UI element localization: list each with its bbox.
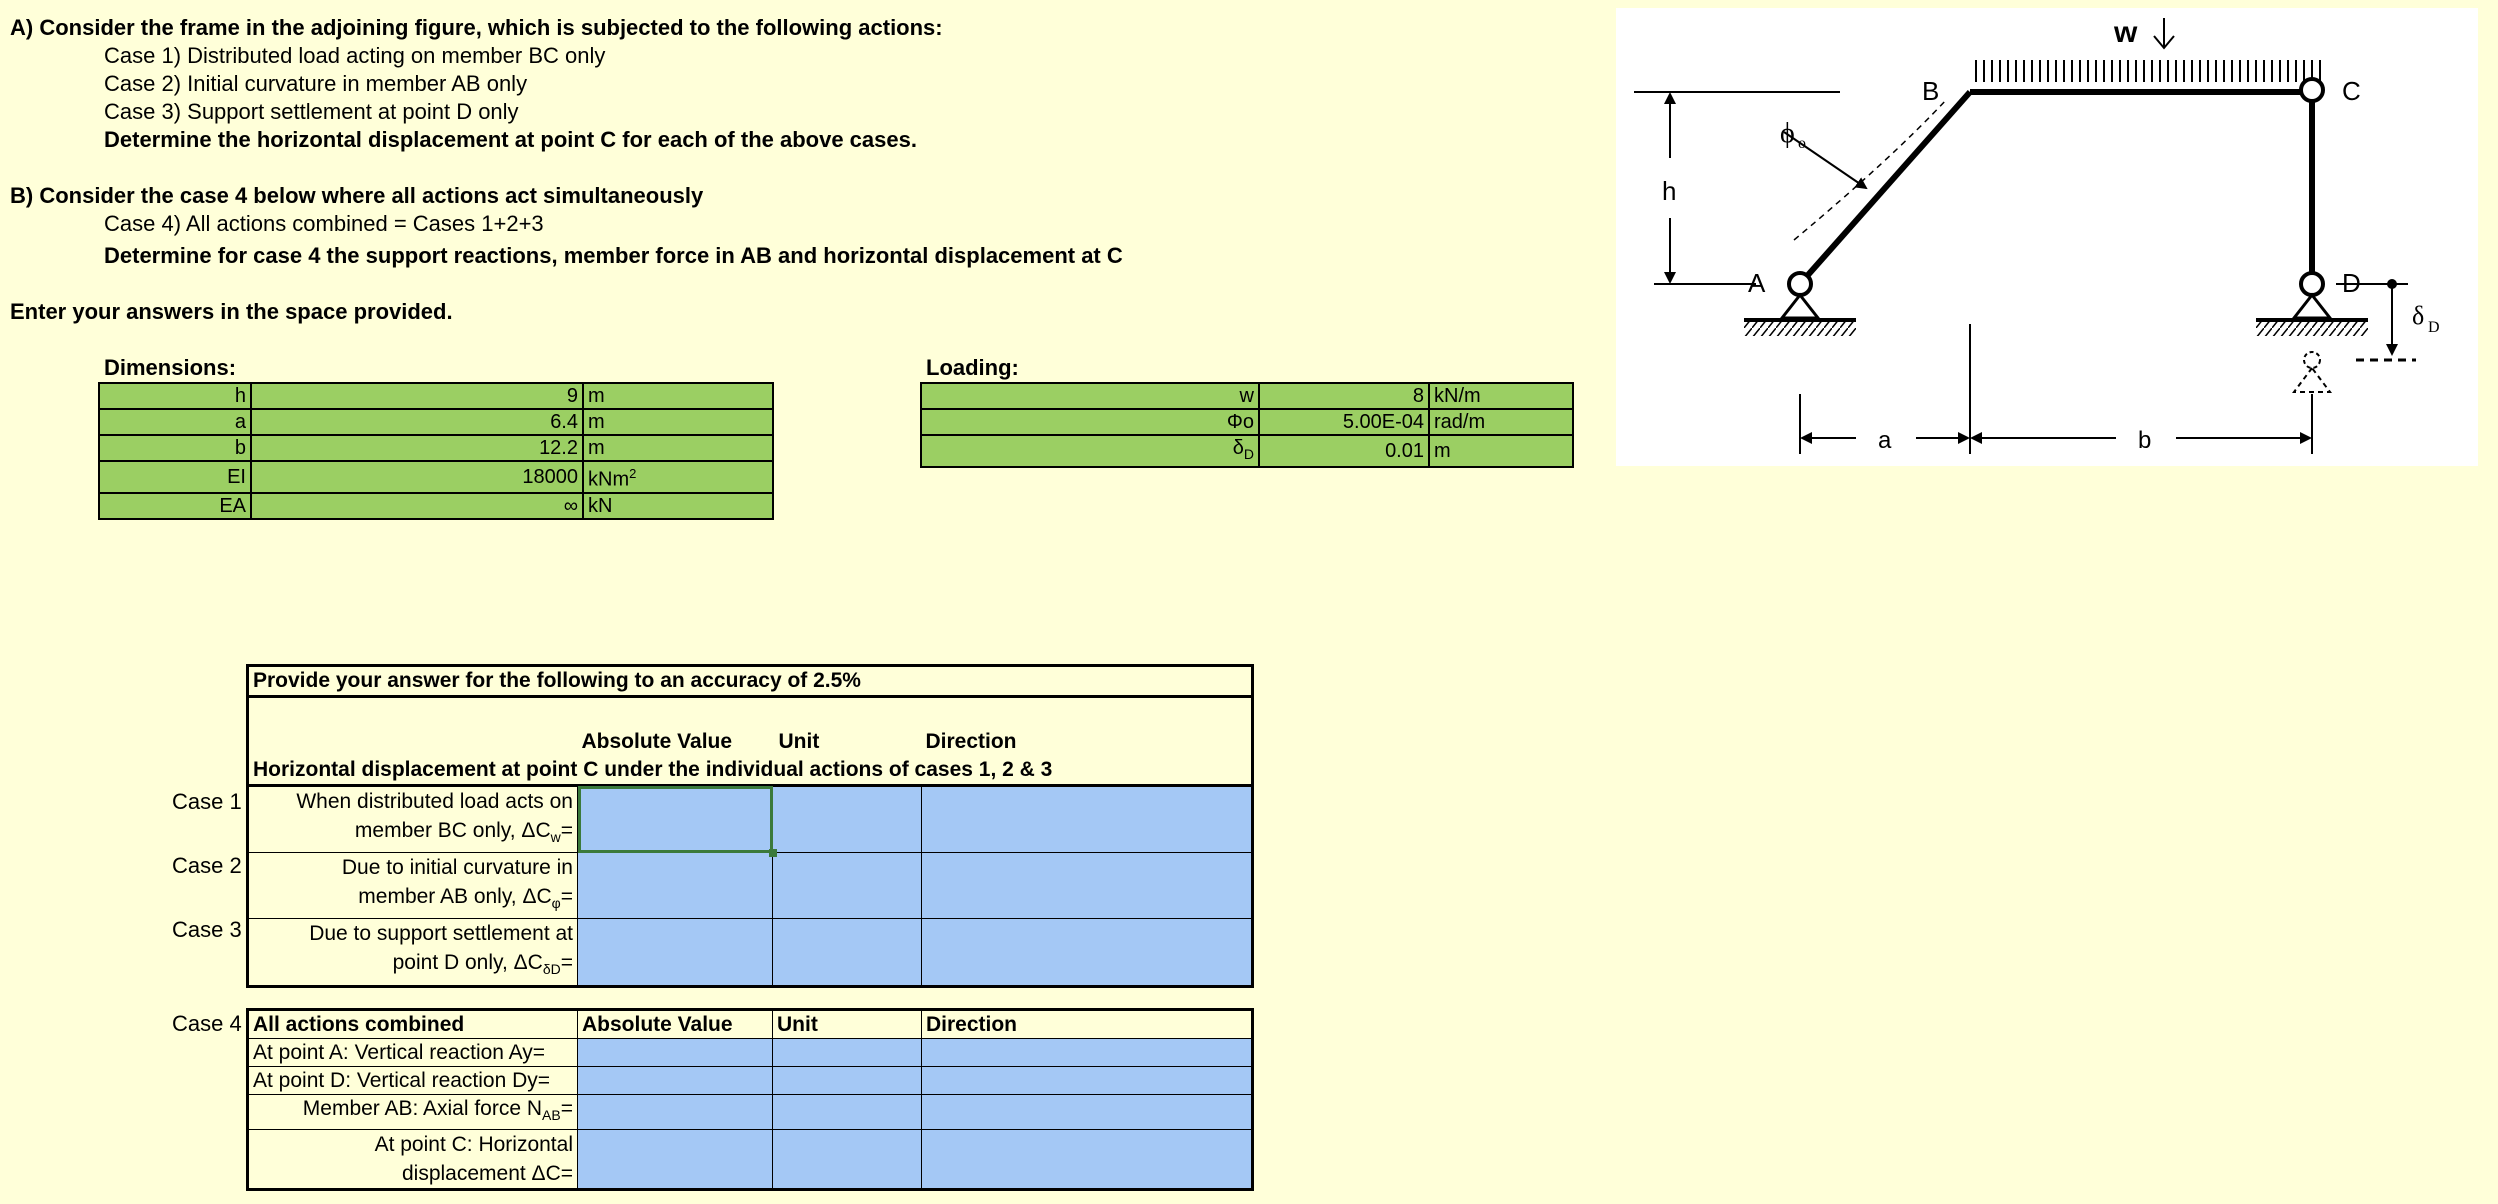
loading-table (920, 382, 1574, 468)
case1-sub: w (550, 829, 561, 846)
case3-abs-value-input[interactable] (578, 919, 773, 986)
case2-abs-value-input[interactable] (578, 853, 773, 919)
frame-figure (1616, 8, 2478, 466)
dim-h-label: h (1662, 176, 1677, 206)
dy-direction-input[interactable] (922, 1067, 1253, 1095)
ay-label: At point A: Vertical reaction Ay= (248, 1039, 578, 1067)
ay-row (248, 1039, 1253, 1067)
case2-tail: = (560, 885, 573, 909)
case1-line2: member BC only, ΔC (354, 819, 551, 842)
dim-value-cell[interactable]: 6.4 (251, 409, 583, 435)
load-label: w (2114, 16, 2138, 49)
dy-row (248, 1067, 1253, 1095)
dim-value-cell[interactable]: 12.2 (251, 435, 583, 461)
hinge-c (2301, 79, 2323, 101)
dc-row (248, 1130, 1253, 1190)
dim-unit: m (583, 383, 773, 409)
load-unit: rad/m (1429, 409, 1573, 435)
column-header-row (248, 697, 1253, 757)
case1-label: Case 1 (172, 789, 242, 814)
case3-unit-input[interactable] (773, 919, 922, 986)
dy-abs-value-input[interactable] (578, 1067, 773, 1095)
part-b-title: B) Consider the case 4 below where all actions act simultaneously (10, 183, 704, 208)
dim-a-label: a (1878, 427, 1892, 454)
dim-unit: kN (583, 493, 773, 519)
case4-text: Case 4) All actions combined = Cases 1+2+3 (104, 211, 544, 236)
support-a-pin (1789, 273, 1811, 295)
case3-tail: = (560, 951, 573, 975)
dim-unit-text: kNm (588, 468, 630, 491)
load-row-phi (921, 409, 1573, 435)
case2-direction-input[interactable] (922, 853, 1253, 919)
dy-label: At point D: Vertical reaction Dy= (248, 1067, 578, 1095)
point-c-label: C (2342, 76, 2361, 106)
load-row-w (921, 383, 1573, 409)
dim-value-cell[interactable]: ∞ (251, 493, 583, 519)
combined-head: All actions combined (248, 1010, 578, 1039)
dim-label: EA (99, 493, 251, 519)
dim-label: a (99, 409, 251, 435)
load-label (921, 435, 1259, 467)
nab-tail: = (560, 1097, 573, 1120)
answer-table-combined (246, 1008, 1254, 1191)
case2-sub: φ (551, 895, 561, 912)
combined-header-row (248, 1010, 1253, 1039)
case2-row (248, 853, 1253, 919)
dim-row-b (99, 435, 773, 461)
case2-description (248, 853, 578, 919)
case2-label: Case 2 (172, 853, 242, 878)
load-unit: kN/m (1429, 383, 1573, 409)
dy-unit-input[interactable] (773, 1067, 922, 1095)
part-a-task: Determine the horizontal displacement at point C for each of the above cases. (104, 127, 917, 152)
load-label-text: δ (1232, 437, 1244, 459)
dc-line2: displacement ΔC= (401, 1162, 573, 1186)
dc-label (248, 1130, 578, 1190)
nab-label-text: Member AB: Axial force N (302, 1097, 543, 1120)
case1-description (248, 786, 578, 853)
settled-pin (2304, 352, 2320, 368)
dim-value-cell[interactable]: 18000 (251, 461, 583, 493)
case1-text: Case 1) Distributed load acting on member BC only (104, 43, 606, 68)
combined-col-unit: Unit (773, 1010, 922, 1039)
dim-label: h (99, 383, 251, 409)
col-abs-header: Absolute Value (581, 730, 733, 753)
nab-row (248, 1095, 1253, 1130)
answer-table-individual (246, 664, 1254, 988)
part-a-title: A) Consider the frame in the adjoining figure, which is subjected to the following actions: (10, 15, 943, 40)
case2-line2: member AB only, ΔC (358, 885, 552, 909)
nab-sub: AB (542, 1107, 561, 1124)
delta-sub: D (2428, 319, 2440, 336)
support-a-hatch (1744, 322, 1856, 336)
dimensions-title: Dimensions: (104, 355, 237, 380)
dim-unit (583, 461, 773, 493)
load-unit: m (1429, 435, 1573, 467)
load-ticks (1976, 60, 2320, 82)
case3-row (248, 919, 1253, 986)
case3-label: Case 3 (172, 917, 242, 942)
dim-unit-sup: 2 (629, 466, 637, 481)
dim-label: b (99, 435, 251, 461)
section-title: Horizontal displacement at point C under the individual actions of cases 1, 2 & 3 (253, 758, 1053, 781)
support-d-pin (2301, 273, 2323, 295)
load-label: Φo (921, 409, 1259, 435)
support-d-hatch (2256, 322, 2368, 336)
section-row (248, 756, 1253, 786)
case1-unit-input[interactable] (773, 786, 922, 853)
case3-line2: point D only, ΔC (392, 951, 543, 975)
support-d-triangle (2294, 295, 2330, 318)
dim-unit: m (583, 435, 773, 461)
ay-direction-input[interactable] (922, 1039, 1253, 1067)
nab-unit-input[interactable] (773, 1095, 922, 1130)
dc-line1: At point C: Horizontal (374, 1133, 573, 1157)
load-label: w (921, 383, 1259, 409)
point-b-label: B (1922, 76, 1940, 106)
accuracy-row (248, 666, 1253, 697)
case2-line1: Due to initial curvature in (341, 856, 573, 880)
load-value-cell[interactable]: 8 (1259, 383, 1429, 409)
case1-line1: When distributed load acts on (296, 790, 573, 813)
dim-row-ea (99, 493, 773, 519)
member-ab (1800, 92, 1970, 284)
combined-col-abs: Absolute Value (578, 1010, 773, 1039)
dc-unit-input[interactable] (773, 1130, 922, 1190)
phi-label: ϕ (1780, 118, 1795, 149)
phi-sub: o (1798, 135, 1806, 152)
point-a-label: A (1748, 268, 1766, 298)
load-row-delta (921, 435, 1573, 467)
accuracy-note: Provide your answer for the following to an accuracy of 2.5% (253, 669, 861, 692)
case1-abs-value-input[interactable] (578, 786, 773, 853)
support-a-triangle (1782, 295, 1818, 318)
ay-unit-input[interactable] (773, 1039, 922, 1067)
load-value-cell[interactable]: 5.00E-04 (1259, 409, 1429, 435)
case3-direction-input[interactable] (922, 919, 1253, 986)
nab-label (248, 1095, 578, 1130)
ay-abs-value-input[interactable] (578, 1039, 773, 1067)
load-label-sub: D (1243, 446, 1254, 462)
nab-abs-value-input[interactable] (578, 1095, 773, 1130)
dim-label: EI (99, 461, 251, 493)
dimensions-table (98, 382, 774, 520)
part-b-task: Determine for case 4 the support reactions, member force in AB and horizontal displacement at C (104, 243, 1123, 268)
nab-direction-input[interactable] (922, 1095, 1253, 1130)
dim-row-ei (99, 461, 773, 493)
settled-triangle (2294, 368, 2330, 392)
case3-description (248, 919, 578, 986)
case1-direction-input[interactable] (922, 786, 1253, 853)
col-dir-header: Direction (925, 730, 1017, 753)
case1-tail: = (560, 819, 573, 842)
enter-answers-text: Enter your answers in the space provided. (10, 299, 453, 324)
dim-row-h (99, 383, 773, 409)
dim-row-a (99, 409, 773, 435)
case3-text: Case 3) Support settlement at point D only (104, 99, 519, 124)
point-d-label: D (2342, 268, 2361, 298)
phi-arrow (1784, 132, 1866, 188)
case2-unit-input[interactable] (773, 853, 922, 919)
case4-label: Case 4 (172, 1011, 242, 1036)
dim-value-cell[interactable]: 9 (251, 383, 583, 409)
case3-sub: δD (542, 961, 561, 978)
loading-title: Loading: (926, 355, 1019, 380)
dim-b-label: b (2138, 427, 2152, 454)
delta-label: δ (2412, 301, 2425, 330)
dc-abs-value-input[interactable] (578, 1130, 773, 1190)
case2-text: Case 2) Initial curvature in member AB only (104, 71, 528, 96)
case1-row (248, 786, 1253, 853)
load-value-cell[interactable]: 0.01 (1259, 435, 1429, 467)
combined-col-dir: Direction (922, 1010, 1253, 1039)
dc-direction-input[interactable] (922, 1130, 1253, 1190)
col-unit-header: Unit (778, 730, 820, 753)
dim-unit: m (583, 409, 773, 435)
case3-line1: Due to support settlement at (309, 922, 573, 946)
frame-diagram (1616, 8, 2478, 466)
curvature-dashed (1794, 100, 1946, 240)
